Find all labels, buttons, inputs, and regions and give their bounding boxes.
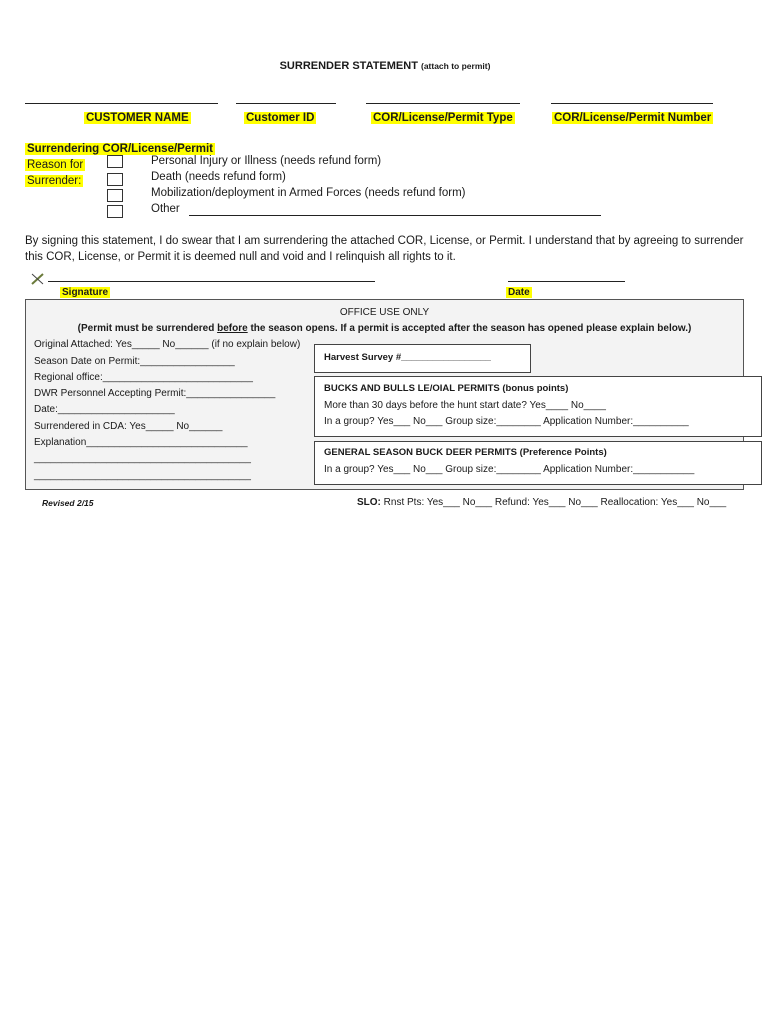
bucks-group-field[interactable]: In a group? Yes___ No___ Group size:________ Application Number:__________	[324, 416, 689, 427]
regional-office-field[interactable]: Regional office:___________________________	[34, 372, 253, 383]
option-mobilization: Mobilization/deployment in Armed Forces (needs refund form)	[151, 187, 466, 199]
permit-type-line[interactable]	[366, 103, 520, 104]
checkbox-mobilization[interactable]	[107, 189, 123, 202]
statement-line2: this COR, License, or Permit it is deemed null and void and I relinquish all rights to it.	[25, 251, 456, 263]
bucks-30-days-field[interactable]: More than 30 days before the hunt start date? Yes____ No____	[324, 400, 606, 411]
other-reason-line[interactable]	[189, 215, 601, 216]
dwr-personnel-field[interactable]: DWR Personnel Accepting Permit:________________	[34, 388, 276, 399]
season-date-field[interactable]: Season Date on Permit:_________________	[34, 356, 235, 367]
general-season-heading: GENERAL SEASON BUCK DEER PERMITS (Preference Points)	[324, 447, 607, 458]
checkbox-injury[interactable]	[107, 155, 123, 168]
slo-line: SLO: Rnst Pts: Yes___ No___ Refund: Yes___ No___ Reallocation: Yes___ No___	[357, 497, 727, 508]
general-season-box	[314, 441, 762, 485]
permit-number-label: COR/License/Permit Number	[554, 112, 712, 124]
revised-date: Revised 2/15	[42, 498, 94, 508]
checkbox-other[interactable]	[107, 205, 123, 218]
office-use-panel	[25, 299, 744, 490]
permit-number-line[interactable]	[551, 103, 713, 104]
harvest-survey-box	[314, 344, 531, 373]
customer-id-line[interactable]	[236, 103, 336, 104]
office-heading: OFFICE USE ONLY	[339, 307, 430, 318]
option-injury: Personal Injury or Illness (needs refund form)	[151, 155, 382, 167]
permit-type-label: COR/License/Permit Type	[373, 112, 513, 124]
bucks-bulls-heading: BUCKS AND BULLS LE/OIAL PERMITS (bonus points)	[324, 383, 569, 394]
bucks-bulls-box	[314, 376, 762, 437]
surrendered-cda-field[interactable]: Surrendered in CDA: Yes_____ No______	[34, 421, 223, 432]
checkbox-death[interactable]	[107, 173, 123, 186]
surrender-heading: Surrendering COR/License/Permit	[27, 143, 213, 155]
statement-line1: By signing this statement, I do swear that I am surrendering the attached COR, License, or Permit. I understand that by agreeing to surrender	[25, 235, 744, 247]
office-date-field[interactable]: Date:_____________________	[34, 404, 175, 415]
date-label: Date	[508, 287, 530, 298]
title-text: SURRENDER STATEMENT	[279, 60, 418, 72]
explanation-line-2[interactable]: _______________________________________	[34, 453, 251, 464]
option-other: Other	[151, 203, 180, 215]
option-death: Death (needs refund form)	[151, 171, 286, 183]
office-note: (Permit must be surrendered before the season opens. If a permit is accepted after the season has opened please explain below.)	[77, 323, 692, 334]
signature-pen-icon	[31, 272, 45, 284]
original-attached-field[interactable]: Original Attached: Yes_____ No______ (if no explain below)	[34, 339, 301, 350]
title-subtext: (attach to permit)	[420, 61, 491, 71]
reason-label-line1: Reason for	[27, 159, 84, 171]
customer-name-label: CUSTOMER NAME	[86, 112, 189, 124]
customer-name-line[interactable]	[25, 103, 218, 104]
harvest-survey-field[interactable]: Harvest Survey #_________________	[324, 352, 491, 363]
signature-label: Signature	[62, 287, 109, 298]
explanation-line-3[interactable]: _______________________________________	[34, 470, 251, 481]
general-group-field[interactable]: In a group? Yes___ No___ Group size:________ Application Number:___________	[324, 464, 695, 475]
page-title	[0, 60, 770, 72]
explanation-field[interactable]: Explanation_____________________________	[34, 437, 248, 448]
reason-label-line2: Surrender:	[27, 175, 82, 187]
customer-id-label: Customer ID	[246, 112, 315, 124]
